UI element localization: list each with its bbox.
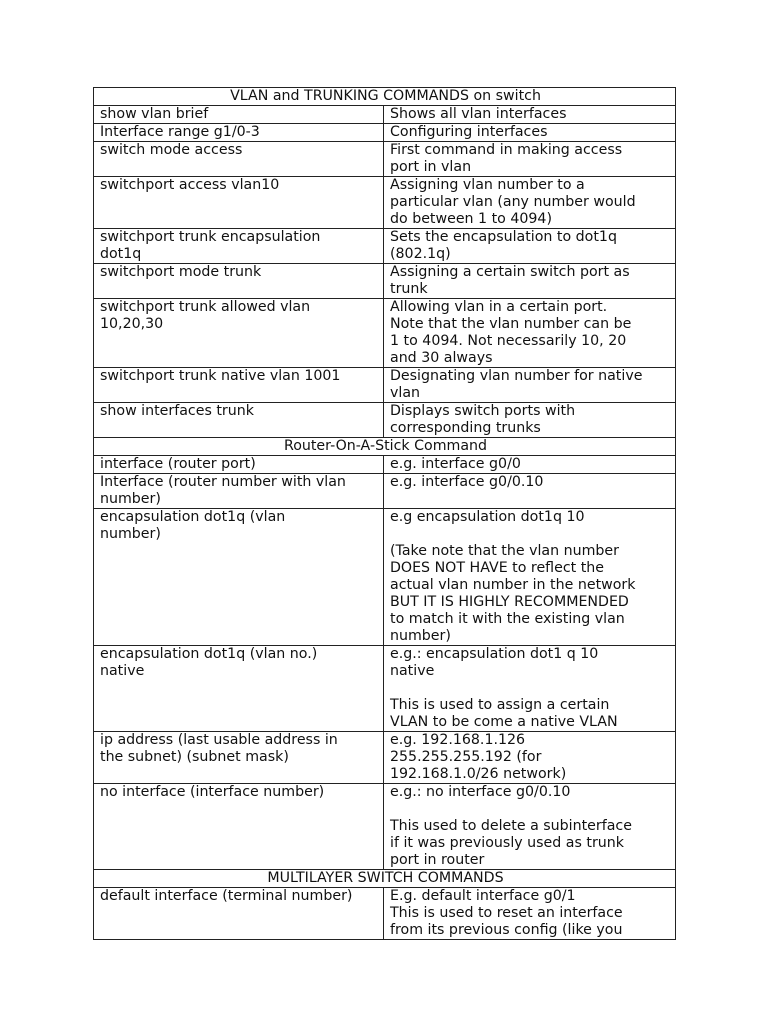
section-title: MULTILAYER SWITCH COMMANDS xyxy=(94,870,676,888)
table-row xyxy=(94,646,676,732)
description-cell: Displays switch ports with corresponding trunks xyxy=(384,403,676,438)
table-row xyxy=(94,299,676,368)
command-cell: switchport access vlan10 xyxy=(94,177,384,229)
table-row xyxy=(94,456,676,474)
table-row xyxy=(94,124,676,142)
command-cell: Interface (router number with vlan number) xyxy=(94,474,384,509)
command-cell: switchport trunk encapsulation dot1q xyxy=(94,229,384,264)
description-cell: e.g.: encapsulation dot1 q 10 native This is used to assign a certain VLAN to be come a native VLAN xyxy=(384,646,676,732)
command-cell: switchport mode trunk xyxy=(94,264,384,299)
command-cell: show vlan brief xyxy=(94,106,384,124)
description-cell: e.g.: no interface g0/0.10 This used to delete a subinterface if it was previously used as trunk port in router xyxy=(384,784,676,870)
command-cell: show interfaces trunk xyxy=(94,403,384,438)
table-row xyxy=(94,888,676,940)
table-row xyxy=(94,784,676,870)
command-cell: interface (router port) xyxy=(94,456,384,474)
section-header-row xyxy=(94,438,676,456)
command-cell: switch mode access xyxy=(94,142,384,177)
description-cell: Designating vlan number for native vlan xyxy=(384,368,676,403)
description-cell: e.g encapsulation dot1q 10 (Take note that the vlan number DOES NOT HAVE to reflect the actual vlan number in the network BUT IT IS HIGHLY RECOMMENDED to match it with the existing vlan number) xyxy=(384,509,676,646)
description-cell: e.g. interface g0/0.10 xyxy=(384,474,676,509)
command-cell: encapsulation dot1q (vlan no.) native xyxy=(94,646,384,732)
command-cell: switchport trunk allowed vlan 10,20,30 xyxy=(94,299,384,368)
commands-table xyxy=(93,87,676,940)
description-cell: Assigning a certain switch port as trunk xyxy=(384,264,676,299)
table-row xyxy=(94,368,676,403)
section-header-row xyxy=(94,88,676,106)
command-cell: Interface range g1/0-3 xyxy=(94,124,384,142)
description-cell: First command in making access port in vlan xyxy=(384,142,676,177)
table-row xyxy=(94,474,676,509)
command-cell: encapsulation dot1q (vlan number) xyxy=(94,509,384,646)
description-cell: e.g. 192.168.1.126 255.255.255.192 (for 192.168.1.0/26 network) xyxy=(384,732,676,784)
table-row xyxy=(94,142,676,177)
description-cell: E.g. default interface g0/1 This is used to reset an interface from its previous config (like you xyxy=(384,888,676,940)
commands-table-body xyxy=(94,88,676,940)
table-row xyxy=(94,732,676,784)
table-row xyxy=(94,403,676,438)
table-row xyxy=(94,177,676,229)
section-title: VLAN and TRUNKING COMMANDS on switch xyxy=(94,88,676,106)
description-cell: Allowing vlan in a certain port. Note that the vlan number can be 1 to 4094. Not necessarily 10, 20 and 30 always xyxy=(384,299,676,368)
section-header-row xyxy=(94,870,676,888)
table-row xyxy=(94,509,676,646)
description-cell: Configuring interfaces xyxy=(384,124,676,142)
command-cell: default interface (terminal number) xyxy=(94,888,384,940)
command-cell: no interface (interface number) xyxy=(94,784,384,870)
command-cell: switchport trunk native vlan 1001 xyxy=(94,368,384,403)
description-cell: Sets the encapsulation to dot1q (802.1q) xyxy=(384,229,676,264)
description-cell: e.g. interface g0/0 xyxy=(384,456,676,474)
description-cell: Assigning vlan number to a particular vlan (any number would do between 1 to 4094) xyxy=(384,177,676,229)
table-row xyxy=(94,229,676,264)
command-cell: ip address (last usable address in the subnet) (subnet mask) xyxy=(94,732,384,784)
table-row xyxy=(94,106,676,124)
description-cell: Shows all vlan interfaces xyxy=(384,106,676,124)
table-row xyxy=(94,264,676,299)
section-title: Router-On-A-Stick Command xyxy=(94,438,676,456)
